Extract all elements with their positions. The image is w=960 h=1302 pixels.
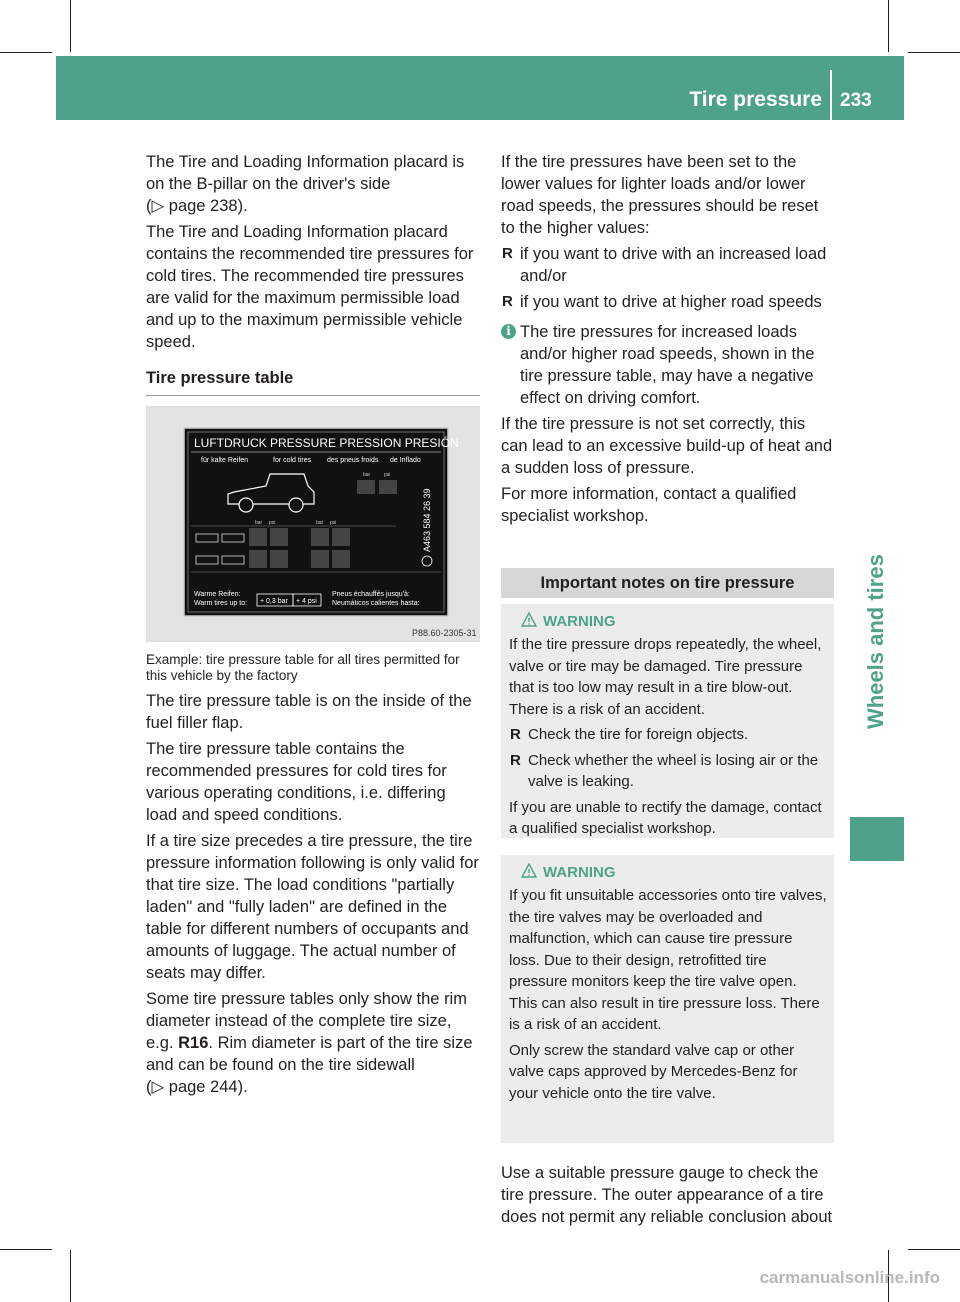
crop-mark	[908, 52, 960, 53]
warning-label: WARNING	[543, 613, 616, 630]
unit-bar: bar	[363, 472, 371, 478]
warm-tires-en: Warm tires up to:	[194, 600, 248, 607]
placard-sub-es: de Inflado	[390, 457, 421, 464]
unit-bar: bar	[255, 520, 263, 526]
watermark: carmanualsonline.info	[759, 1268, 940, 1287]
unit-psi: psi	[269, 520, 276, 526]
reset-paragraph: If the tire pressures have been set to the lower values for lighter loads and/or lower road speeds, the pressures should be reset to the higher values:	[501, 153, 819, 237]
warning-header	[509, 610, 827, 634]
section-title: Tire pressure	[689, 88, 822, 111]
list-item: R if you want to drive with an increased load and/or	[502, 245, 827, 285]
crop-mark	[0, 52, 52, 53]
warm-tires-es: Neumáticos calientes hasta:	[332, 600, 420, 607]
crop-mark	[70, 1250, 71, 1302]
left-column	[146, 151, 480, 1102]
tire-pressure-table-heading: Tire pressure table	[146, 369, 294, 387]
page-number: 233	[840, 90, 872, 111]
list-item: R Check whether the wheel is losing air or the valve is leaking.	[510, 751, 819, 790]
crop-mark	[70, 0, 71, 52]
pressure-gauge-paragraph: Use a suitable pressure gauge to check the tire pressure. The outer appearance of a tire does not permit any reliable conclusion about	[501, 1164, 833, 1226]
unit-psi: psi	[330, 520, 337, 526]
placard-contents-paragraph: The Tire and Loading Information placard contains the recommended tire pressures for cold tires. The recommended tire pressures are valid for the maximum permissible load and up to the maximum permissible vehicle speed.	[146, 223, 474, 351]
page-reference[interactable]: (▷ page 238).	[146, 197, 248, 215]
table-location-paragraph: The tire pressure table is on the inside of the fuel filler flap.	[146, 692, 472, 732]
crop-mark	[908, 1249, 960, 1250]
table-contents-paragraph: The tire pressure table contains the recommended pressures for cold tires for various operating conditions, i.e. differing load and speed conditions.	[146, 740, 447, 824]
placard-location-paragraph: The Tire and Loading Information placard is on the B-pillar on the driver's side (▷ page 238).	[146, 153, 465, 215]
warm-increase-bar: + 0,3 bar	[260, 598, 288, 605]
warning-text: If the tire pressure drops repeatedly, the wheel, valve or tire may be damaged. Tire pressure that is too low may result in a tire blow-out. There is a risk of an accident.	[509, 636, 822, 718]
placard-sub-de: für kalte Reifen	[201, 457, 249, 464]
warning-triangle-icon	[521, 863, 537, 879]
chapter-tab-label: Wheels and tires	[863, 554, 888, 729]
contact-workshop-paragraph: For more information, contact a qualified specialist workshop.	[501, 485, 797, 525]
important-notes-heading: Important notes on tire pressure	[501, 568, 834, 598]
placard-sub-en: for cold tires	[273, 457, 312, 464]
warm-increase-psi: + 4 psi	[296, 598, 317, 605]
heading-rule	[146, 395, 480, 396]
tire-size-paragraph: If a tire size precedes a tire pressure, the tire pressure information following is only valid for that tire size. The load conditions "partially laden" and "fully laden" are defined in the table for different numbers of occupants and amounts of luggage. The actual number of seats may differ.	[146, 832, 479, 982]
tire-pressure-placard	[146, 406, 480, 642]
placard-sub-fr: des pneus froids	[327, 457, 379, 464]
header-divider	[830, 70, 832, 120]
warning-triangle-icon	[521, 612, 537, 628]
figure-id: P88.60-2305-31	[412, 628, 477, 638]
rim-diameter-paragraph: Some tire pressure tables only show the rim diameter instead of the complete tire size, e.g. R16. Rim diameter is part of the tire size and can be found on the tire sidewall (▷ page 244).	[146, 990, 473, 1096]
rim-example: R16	[178, 1034, 209, 1052]
placard-title: LUFTDRUCK PRESSURE PRESSION PRESIÓN	[194, 436, 459, 450]
chapter-tab-marker	[850, 817, 904, 861]
warm-tires-fr: Pneus échauffés jusqu'à:	[332, 591, 410, 598]
warning-label: WARNING	[543, 864, 616, 881]
list-item: R Check the tire for foreign objects.	[510, 726, 749, 743]
tire-pressure-table-figure	[146, 406, 480, 642]
unit-psi: psi	[384, 472, 391, 478]
warm-tires-de: Warme Reifen:	[194, 591, 241, 598]
incorrect-pressure-paragraph: If the tire pressure is not set correctly, this can lead to an excessive build-up of heat and a sudden loss of pressure.	[501, 415, 833, 477]
unit-bar: bar	[316, 520, 324, 526]
warning-text: If you are unable to rectify the damage, contact a qualified specialist workshop.	[509, 798, 822, 837]
crop-mark	[888, 0, 889, 52]
warning-box	[501, 604, 834, 838]
warning-text: If you fit unsuitable accessories onto tire valves, the tire valves may be overloaded and malfunction, which can cause tire pressure loss. Due to their design, retrofitted tire pressure monitors keep the tire valve open. This can also result in tire pressure loss. There is a risk of an accident.	[509, 887, 827, 1033]
warning-box	[501, 855, 834, 1143]
page-reference[interactable]: (▷ page 244).	[146, 1078, 248, 1096]
info-icon: i	[501, 324, 516, 339]
placard-part-number: A463 584 26 39	[422, 488, 432, 552]
info-note: i The tire pressures for increased loads and/or higher road speeds, shown in the tire pressure table, may have a negative effect on driving comfort.	[501, 321, 834, 409]
warning-text: Only screw the standard valve cap or other valve caps approved by Mercedes-Benz for your vehicle onto the tire valve.	[509, 1041, 798, 1102]
warning-header	[509, 861, 827, 885]
list-item: R if you want to drive at higher road speeds	[502, 293, 822, 311]
right-column	[501, 151, 834, 531]
crop-mark	[0, 1249, 52, 1250]
figure-caption: Example: tire pressure table for all tires permitted for this vehicle by the factory	[146, 652, 460, 683]
